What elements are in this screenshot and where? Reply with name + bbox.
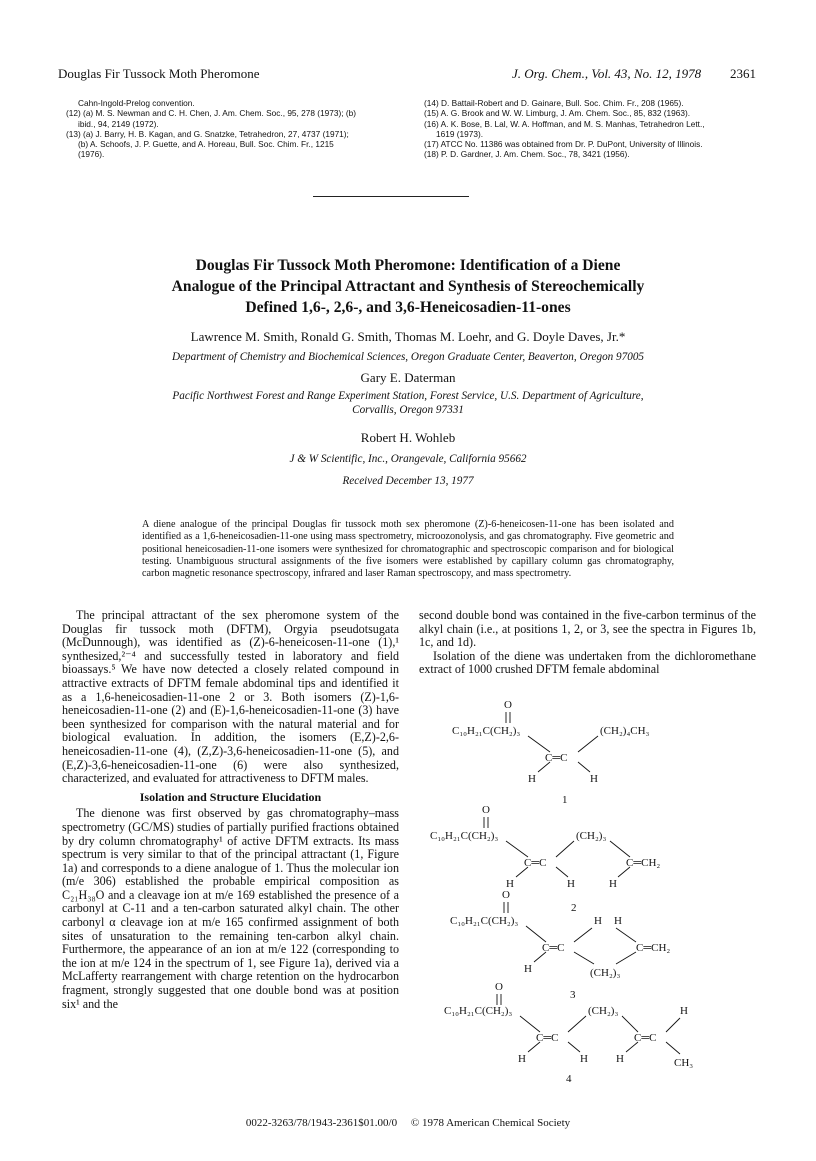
title-line: Douglas Fir Tussock Moth Pheromone: Identification of a Diene [195,257,621,274]
references-left [66,98,356,160]
structures-figure [430,690,760,1100]
affiliation-2-line: Corvallis, Oregon 97331 [352,404,464,416]
reference-line: (13) (a) J. Barry, H. B. Kagan, and G. Snatzke, Tetrahedron, 27, 4737 (1971); [66,128,349,139]
substituent-right: (CH₂)₄CH₃ [600,725,650,737]
section-divider [313,196,469,197]
authors-group-1: Lawrence M. Smith, Ronald G. Smith, Thomas M. Loehr, and G. Doyle Daves, Jr.* [190,329,626,344]
reference-line: (1976). [78,149,105,160]
hydrogen-label: H [616,1053,624,1065]
structure-3 [450,889,670,1001]
hydrogen-label: H [590,773,598,785]
terminal-group: C═CH₂ [626,857,661,869]
compound-label: 1 [562,794,568,806]
chain-label: (CH₂)₃ [576,830,607,842]
reference-line: ibid., 94, 2149 (1972). [78,118,159,129]
oxygen-label: O [504,699,512,711]
references-right [424,98,705,160]
hydrogen-label: H [580,1053,588,1065]
oxygen-label: O [495,981,503,993]
svg-text:C═C: C═C [524,857,547,869]
title-line: Defined 1,6-, 2,6-, and 3,6-Heneicosadien-11-ones [245,299,571,316]
running-header-journal: J. Org. Chem., Vol. 43, No. 12, 1978 [512,66,702,81]
hydrogen-label: H [567,878,575,890]
page-number: 2361 [730,66,756,81]
authors-group-3: Robert H. Wohleb [360,430,456,445]
title-line: Analogue of the Principal Attractant and Synthesis of Stereochemically [171,278,645,295]
svg-text:C═C: C═C [545,752,568,764]
received-date: Received December 13, 1977 [342,475,474,487]
hydrogen-label: H [518,1053,526,1065]
structure-4 [444,981,693,1085]
oxygen-label: O [482,804,490,816]
right-column [419,609,756,677]
reference-line: (b) A. Schoofs, J. P. Guette, and A. Horeau, Bull. Soc. Chim. Fr., 1215 [78,139,334,150]
hydrogen-label: H [528,773,536,785]
reference-line: (17) ATCC No. 11386 was obtained from Dr. P. DuPont, University of Illinois. [424,139,703,150]
hydrogen-label: H [594,915,602,927]
svg-text:C═C: C═C [634,1032,657,1044]
abstract: A diene analogue of the principal Douglas fir tussock moth sex pheromone (Z)-6-heneicosen-11-one has been isolated and identified as a 1,6-heneicosadien-11-one using mass spectrometry, microozonolysis, and gas chromatography. Five geometric and positional heneicosadien-11-one isomers were synthesized for chromatographic and spectroscopic comparison and for biological testing. Unambiguous structural assignments of the five isomers were established by capillary column gas chromatography, carbon magnetic resonance spectroscopy, infrared and laser Raman spectroscopy, and mass spectrometry. [142,519,674,580]
reference-line: 1619 (1973). [436,128,484,139]
compound-label: 3 [570,989,576,1001]
reference-line: (12) (a) M. S. Newman and C. H. Chen, J. Am. Chem. Soc., 95, 278 (1973); (b) [66,108,357,119]
svg-text:C═C: C═C [536,1032,559,1044]
chain-label: (CH₂)₃ [590,967,621,979]
section-heading: Isolation and Structure Elucidation [139,789,322,804]
svg-text:C═C: C═C [542,942,565,954]
reference-line: (15) A. G. Brook and W. W. Limburg, J. Am. Chem. Soc., 85, 832 (1963). [424,108,691,119]
substituent-left: C₁₀H₂₁C(CH₂)₃ [450,915,519,927]
compound-label: 4 [566,1073,572,1085]
left-column [62,609,399,1011]
affiliation-1: Department of Chemistry and Biochemical Sciences, Oregon Graduate Center, Beaverton, Oregon 97005 [171,351,645,363]
chain-label: (CH₂)₃ [588,1005,619,1017]
oxygen-label: O [502,889,510,901]
substituent-left: C₁₀H₂₁C(CH₂)₃ [444,1005,513,1017]
affiliation-3: J & W Scientific, Inc., Orangevale, California 95662 [289,453,527,465]
reference-line: (18) P. D. Gardner, J. Am. Chem. Soc., 78, 3421 (1956). [424,149,630,160]
affiliation-2 [100,389,716,417]
running-header-left: Douglas Fir Tussock Moth Pheromone [58,66,260,81]
hydrogen-label: H [524,963,532,975]
paragraph: The dienone was first observed by gas chromatography–mass spectrometry (GC/MS) studies of partially purified fractions obtained by dry column chromatography¹ of active DFTM extracts. Its mass spectrum is very similar to that of the principal attractant (1, Figure 1a) and corresponds to a diene analogue of 1. Thus the molecular ion (m/e 306) established the probable empirical composition as C₂₁H₃₈O and a cleavage ion at m/e 169 established the presence of a carbonyl at C-11 and a ten-carbon saturated alkyl chain. The other carbonyl α cleavage ion at m/e 165 confirmed assignment of both sites of unsaturation to the remaining ten-carbon alkyl chain. Furthermore, the appearance of an ion at m/e 122 (corresponding to the ion at m/e 124 in the spectrum of 1, see Figure 1a), derived via a McLafferty rearrangement with charge retention on the hydrocarbon fragment, strongly suggested that one double bond was at position six¹ and the [62,806,399,1011]
reference-line: (14) D. Battail-Robert and D. Gainare, Bull. Soc. Chim. Fr., 208 (1965). [424,98,684,108]
paragraph: second double bond was contained in the five-carbon terminus of the alkyl chain (i.e., at positions 1, 2, or 3, see the spectra in Figures 1b, 1c, and 1d). [419,608,756,650]
compound-label: 2 [571,902,577,914]
structure-2 [430,804,660,914]
hydrogen-label: H [609,878,617,890]
affiliation-2-line: Pacific Northwest Forest and Range Experiment Station, Forest Service, U.S. Department of Agriculture, [172,390,644,402]
hydrogen-label: H [506,878,514,890]
terminal-group: C═CH₂ [636,942,671,954]
hydrogen-label: H [680,1005,688,1017]
hydrogen-label: H [614,915,622,927]
methyl-label: CH₃ [674,1057,694,1069]
substituent-left: C₁₀H₂₁C(CH₂)₃ [452,725,521,737]
reference-line: (16) A. K. Bose, B. Lal, W. A. Hoffman, and M. S. Manhas, Tetrahedron Lett., [424,118,705,129]
page-footer [0,1117,816,1129]
paragraph: Isolation of the diene was undertaken from the dichloromethane extract of 1000 crushed DFTM female abdominal [419,648,756,677]
article-code: 0022-3263/78/1943-2361$01.00/0 [245,1117,398,1129]
reference-line: Cahn-Ingold-Prelog convention. [78,98,195,108]
paragraph: The principal attractant of the sex pheromone system of the Douglas fir tussock moth (DFTM), Orgyia pseudotsugata (McDunnough), was identified as (Z)-6-heneicosen-11-one (1),¹ synthesized,²⁻⁴ and successfully tested in laboratory and field bioassays.⁵ We have now detected a closely related compound in attractive extracts of DFTM female abdominal tips and identified it as a 1,6-heneicosadien-11-one 2 or 3. Both isomers (Z)-1,6-heneicosadien-11-one (2) and (E)-1,6-heneicosadien-11-one (3) have been synthesized for comparison with the natural material and for biological evaluation. In addition, the isomers (E,Z)-2,6-heneicosadien-11-one (4), (Z,Z)-3,6-heneicosadien-11-one (5), and (E,Z)-3,6-heneicosadien-11-one (6) were also synthesized, characterized, and evaluated for attractiveness to DFTM males. [62,608,399,786]
article-title [120,255,696,318]
copyright: © 1978 American Chemical Society [410,1117,571,1129]
structure-1 [452,699,650,806]
substituent-left: C₁₀H₂₁C(CH₂)₃ [430,830,499,842]
authors-group-2: Gary E. Daterman [360,370,456,385]
